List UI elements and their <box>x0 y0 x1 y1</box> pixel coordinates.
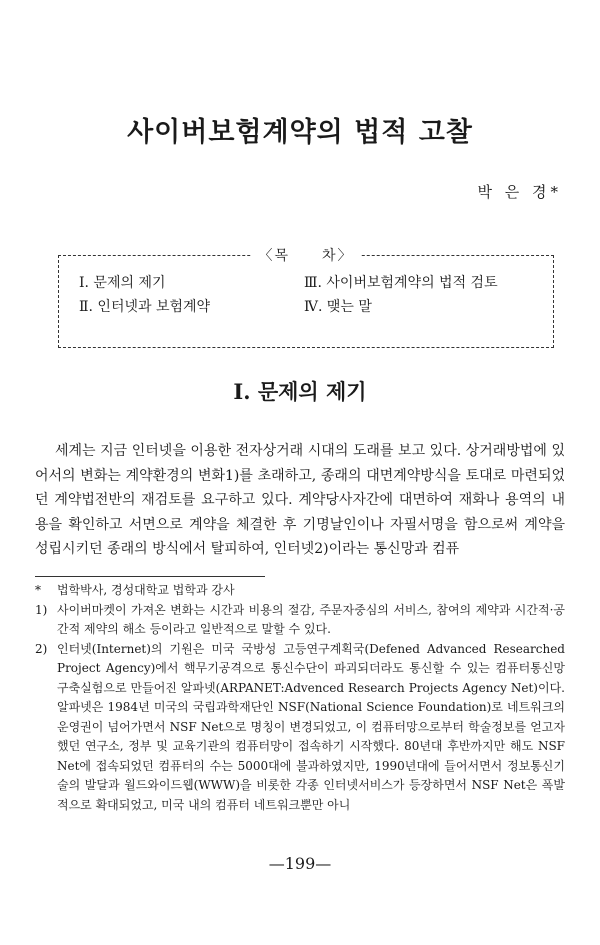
footnote-mark: 2) <box>35 641 48 656</box>
body-paragraph: 세계는 지금 인터넷을 이용한 전자상거래 시대의 도래를 보고 있다. 상거래방법에 있어서의 변화는 계약환경의 변화1)를 초래하고, 종래의 대면계약방식을 토대로 마련되었던 계약법전반의 재검토를 요구하고 있다. 계약당사자간에 대면하여 재화나 용역의 내용을 확인하고 서면으로 계약을 체결한 후 기명날인이나 자필서명을 함으로써 계약을 성립시키던 종래의 방식에서 탈피하여, 인터넷2)이라는 통신망과 컴퓨 <box>35 443 565 557</box>
paper-title: 사이버보험계약의 법적 고찰 <box>127 117 473 148</box>
section-heading: Ⅰ. 문제의 제기 <box>233 379 367 404</box>
author-name: 박 은 경* <box>477 183 562 201</box>
toc-item-2: Ⅱ. 인터넷과 보험계약 <box>79 299 211 315</box>
toc-heading: 〈목 차〉 <box>59 245 553 265</box>
footnote-author <box>35 581 565 601</box>
footnote-1 <box>35 601 565 640</box>
footnote-mark: * <box>35 583 41 597</box>
footnotes <box>35 581 565 815</box>
table-of-contents-box <box>58 248 554 348</box>
page-number: —199— <box>268 854 332 873</box>
footnote-divider <box>35 576 265 577</box>
footnote-text: 인터넷(Internet)의 기원은 미국 국방성 고등연구계획국(Defened Advanced Researched Project Agency)에서 핵무기공격으로 통신수단이 파괴되더라도 통신할 수 있는 컴퓨터통신망 구축실험으로 만들어진 알파넷(ARPANET:Advenced Research Projects Agency Net)이다. 알파넷은 1984년 미국의 국립과학재단인 NSF(National Science Foundation)로 네트워크의 운영권이 넘어가면서 NSF Net으로 명칭이 변경되었고, 이 컴퓨터망으로부터 학술정보를 얻고자 했던 연구소, 정부 및 교육기관의 컴퓨터망이 접속하기 시작했다. 80년대 후반까지만 해도 NSF Net에 접속되었던 컴퓨터의 수는 5000대에 불과하였지만, 1990년대에 들어서면서 정보통신기술의 발달과 월드와이드웹(WWW)을 비롯한 각종 인터넷서비스가 등장하면서 NSF Net은 폭발적으로 확대되었고, 미국 내의 컴퓨터 네트워크뿐만 아니 <box>57 641 565 812</box>
toc-item-1: Ⅰ. 문제의 제기 <box>79 275 166 291</box>
footnote-2 <box>35 640 565 816</box>
toc-item-3: Ⅲ. 사이버보험계약의 법적 검토 <box>304 275 498 291</box>
footnote-mark: 1) <box>35 602 48 617</box>
footnote-text: 사이버마켓이 가져온 변화는 시간과 비용의 절감, 주문자중심의 서비스, 참여의 제약과 시간적·공간적 제약의 해소 등이라고 일반적으로 말할 수 있다. <box>57 602 565 636</box>
toc-item-4: Ⅳ. 맺는 말 <box>304 299 372 315</box>
footnote-text: 법학박사, 경성대학교 법학과 강사 <box>57 583 235 597</box>
